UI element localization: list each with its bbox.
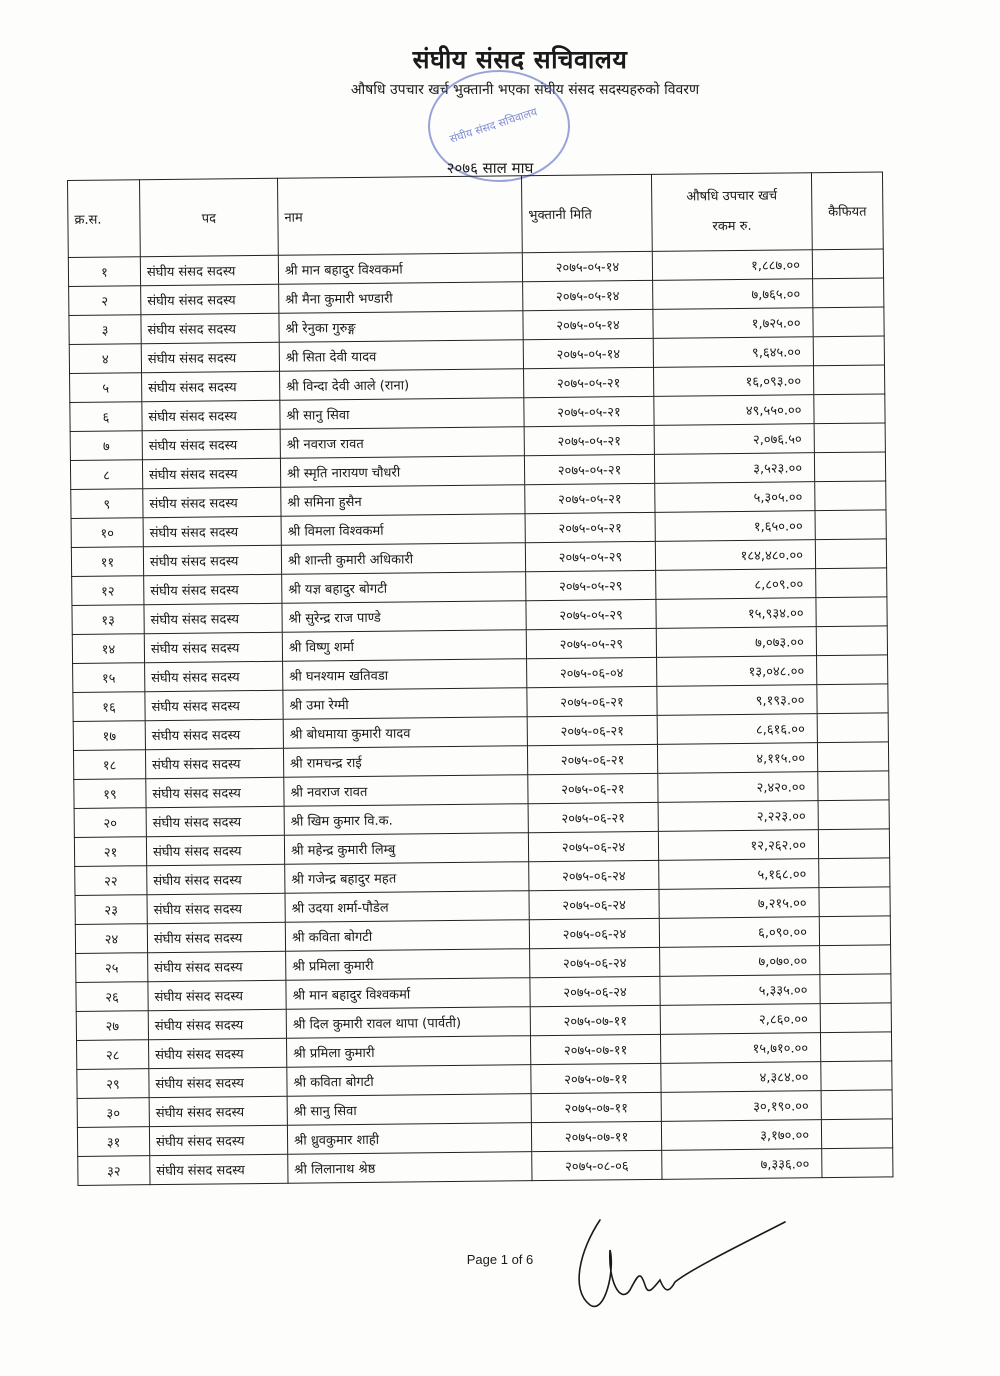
row-amount: ७,०७३.०० [656,627,816,658]
row-post: संघीय संसद सदस्य [144,603,282,633]
row-amount: ७,०७०.०० [660,946,820,977]
row-date: २०७५-०६-२४ [530,976,660,1006]
row-sn: २८ [77,1040,149,1070]
row-remarks [817,684,888,714]
row-sn: २५ [76,953,148,983]
row-name: श्री प्रमिला कुमारी [286,1036,530,1068]
row-name: श्री मान बहादुर विश्वकर्मा [286,978,530,1010]
row-name: श्री गजेन्द्र बहादुर महत [285,862,529,894]
row-post: संघीय संसद सदस्य [141,313,279,343]
row-amount: ४९,५५०.०० [654,395,814,426]
row-sn: १५ [73,663,145,693]
row-remarks [817,655,888,685]
row-date: २०७५-०७-११ [530,1034,660,1064]
row-date: २०७५-०५-२१ [524,367,654,397]
row-remarks [820,1003,891,1033]
row-date: २०७५-०५-१४ [523,338,653,368]
row-date: २०७५-०५-२९ [526,570,656,600]
row-sn: ९ [71,489,143,519]
row-post: संघीय संसद सदस्य [147,864,285,894]
row-amount: २,४२०.०० [658,772,818,803]
row-name: श्री विन्दा देवी आले (राना) [280,369,524,401]
row-post: संघीय संसद सदस्य [148,1009,286,1039]
row-amount: ३०,१९०.०० [661,1091,821,1122]
row-remarks [822,1148,893,1178]
page-subtitle: औषधि उपचार खर्च भुक्तानी भएका संघीय संसद सदस्यहरुको विवरण [350,82,700,98]
row-post: संघीय संसद सदस्य [143,545,281,575]
row-sn: ३२ [78,1156,150,1186]
row-name: श्री लिलानाथ श्रेष्ठ [288,1152,532,1184]
row-amount: ३,५२३.०० [654,453,814,484]
row-sn: ३० [77,1098,149,1128]
row-post: संघीय संसद सदस्य [140,255,278,285]
row-sn: २६ [76,982,148,1012]
header-remarks: कैफियत [811,172,883,250]
row-remarks [813,336,884,366]
row-date: २०७५-०६-२४ [528,831,658,861]
row-name: श्री दिल कुमारी रावल थापा (पार्वती) [286,1007,530,1039]
row-name: श्री रेनुका गुरुङ्ग [279,311,523,343]
row-name: श्री बोधमाया कुमारी यादव [283,717,527,749]
row-post: संघीय संसद सदस्य [144,574,282,604]
row-name: श्री नवराज रावत [284,775,528,807]
header-amount [651,173,812,252]
row-name: श्री ध्रुवकुमार शाही [287,1123,531,1155]
row-post: संघीय संसद सदस्य [150,1154,288,1184]
header-date: भुक्तानी मिति [521,174,652,252]
row-remarks [817,742,888,772]
row-remarks [815,481,886,511]
row-amount: १८४,४८०.०० [655,540,815,571]
row-name: श्री उमा रेग्मी [283,688,527,720]
row-remarks [818,800,889,830]
row-date: २०७५-०५-१४ [523,309,653,339]
row-name: श्री घनश्याम खतिवडा [283,659,527,691]
row-sn: २४ [75,924,147,954]
row-post: संघीय संसद सदस्य [145,748,283,778]
row-amount: ८,८०९.०० [656,569,816,600]
row-amount: ९,१९३.०० [657,685,817,716]
row-remarks [820,974,891,1004]
row-name: श्री समिना हुसैन [281,485,525,517]
row-post: संघीय संसद सदस्य [143,487,281,517]
row-name: श्री सिता देवी यादव [279,340,523,372]
row-post: संघीय संसद सदस्य [144,632,282,662]
row-post: संघीय संसद सदस्य [141,284,279,314]
row-sn: ३ [69,315,141,345]
row-date: २०७५-०७-११ [531,1121,661,1151]
row-post: संघीय संसद सदस्य [142,400,280,430]
row-remarks [821,1061,892,1091]
row-date: २०७५-०५-२९ [525,541,655,571]
row-name: श्री कविता बोगटी [285,920,529,952]
row-date: २०७५-०५-२१ [525,483,655,513]
signature-stroke [579,1220,785,1306]
row-name: श्री स्मृति नारायण चौधरी [280,456,524,488]
row-remarks [815,510,886,540]
row-post: संघीय संसद सदस्य [149,1125,287,1155]
row-date: २०७५-०५-२१ [524,396,654,426]
row-amount: १,८८७.०० [652,250,812,281]
row-remarks [818,771,889,801]
row-sn: ७ [70,431,142,461]
row-name: श्री सानु सिवा [287,1094,531,1126]
header-name: नाम [277,176,522,256]
row-amount: ७,२१५.०० [659,888,819,919]
row-sn: १२ [72,576,144,606]
row-remarks [813,365,884,395]
row-post: संघीय संसद सदस्य [142,458,280,488]
row-remarks [812,249,883,279]
row-sn: २ [69,286,141,316]
row-remarks [819,916,890,946]
row-post: संघीय संसद सदस्य [149,1096,287,1126]
row-date: २०७५-०६-२१ [528,802,658,832]
row-remarks [819,858,890,888]
row-amount: ७,३३६.०० [662,1149,822,1180]
row-amount: १६,०९३.०० [653,366,813,397]
row-amount: ५,१६८.०० [659,859,819,890]
row-amount: १,६५०.०० [655,511,815,542]
row-date: २०७५-०५-२१ [524,425,654,455]
row-sn: १६ [73,692,145,722]
row-amount: २,२२३.०० [658,801,818,832]
row-remarks [814,452,885,482]
row-remarks [821,1090,892,1120]
row-remarks [820,945,891,975]
signature-mark [560,1210,790,1340]
row-name: श्री सुरेन्द्र राज पाण्डे [282,601,526,633]
row-post: संघीय संसद सदस्य [146,806,284,836]
row-name: श्री प्रमिला कुमारी [286,949,530,981]
row-amount: १३,०४८.०० [657,656,817,687]
row-date: २०७५-०८-०६ [532,1150,662,1180]
row-amount: ५,३३५.०० [660,975,820,1006]
row-post: संघीय संसद सदस्य [145,690,283,720]
row-sn: २० [74,808,146,838]
row-amount: ५,३०५.०० [655,482,815,513]
row-sn: ३१ [77,1127,149,1157]
row-sn: ५ [70,373,142,403]
payment-table [67,171,893,1185]
row-amount: १५,७१०.०० [660,1033,820,1064]
row-name: श्री विमला विश्वकर्मा [281,514,525,546]
row-sn: १३ [72,605,144,635]
row-amount: १२,२६२.०० [658,830,818,861]
row-post: संघीय संसद सदस्य [147,922,285,952]
row-remarks [814,394,885,424]
row-sn: १९ [74,779,146,809]
row-remarks [816,597,887,627]
row-sn: १४ [72,634,144,664]
row-name: श्री उदया शर्मा-पौडेल [285,891,529,923]
table-body [68,249,893,1185]
row-date: २०७५-०५-१४ [522,251,652,281]
row-sn: १८ [73,750,145,780]
row-date: २०७५-०५-२१ [525,512,655,542]
row-sn: ८ [70,460,142,490]
row-name: श्री खिम कुमार वि.क. [284,804,528,836]
row-post: संघीय संसद सदस्य [149,1067,287,1097]
row-post: संघीय संसद सदस्य [142,429,280,459]
row-sn: २३ [75,895,147,925]
row-date: २०७५-०६-२४ [529,889,659,919]
row-amount: १,७२५.०० [653,308,813,339]
row-name: श्री मान बहादुर विश्वकर्मा [278,253,522,285]
row-date: २०७५-०५-२१ [524,454,654,484]
row-amount: ८,६१६.०० [657,714,817,745]
header-post: पद [140,178,279,256]
row-name: श्री सानु सिवा [280,398,524,430]
row-date: २०७५-०७-११ [531,1092,661,1122]
row-remarks [818,829,889,859]
row-post: संघीय संसद सदस्य [148,951,286,981]
header-amount-line2: रकम रु. [712,218,752,235]
row-post: संघीय संसद सदस्य [141,342,279,372]
row-post: संघीय संसद सदस्य [145,661,283,691]
row-date: २०७५-०६-०४ [527,657,657,687]
row-name: श्री नवराज रावत [280,427,524,459]
row-date: २०७५-०५-१४ [523,280,653,310]
row-date: २०७५-०५-२९ [526,628,656,658]
header-sn: क्र.स. [68,180,141,258]
row-name: श्री रामचन्द्र राई [283,746,527,778]
row-date: २०७५-०६-२१ [527,744,657,774]
row-amount: ४,११५.०० [657,743,817,774]
row-remarks [819,887,890,917]
row-post: संघीय संसद सदस्य [142,371,280,401]
row-sn: २१ [74,837,146,867]
row-remarks [813,307,884,337]
row-remarks [816,626,887,656]
row-post: संघीय संसद सदस्य [145,719,283,749]
row-post: संघीय संसद सदस्य [149,1038,287,1068]
row-name: श्री मैना कुमारी भण्डारी [279,282,523,314]
row-name: श्री महेन्द्र कुमारी लिम्बु [284,833,528,865]
row-date: २०७५-०७-११ [531,1063,661,1093]
row-amount: ३,१७०.०० [661,1120,821,1151]
row-post: संघीय संसद सदस्य [148,980,286,1010]
header-amount-line1: औषधि उपचार खर्च [686,188,778,205]
row-remarks [813,278,884,308]
row-sn: २२ [75,866,147,896]
table-header-row [68,172,884,258]
row-name: श्री शान्ती कुमारी अधिकारी [281,543,525,575]
report-period: २०७६ साल माघ [446,159,534,177]
row-sn: १० [71,518,143,548]
row-sn: २९ [77,1069,149,1099]
row-date: २०७५-०६-२१ [527,715,657,745]
row-amount: २,०७६.५० [654,424,814,455]
row-sn: १७ [73,721,145,751]
row-remarks [816,568,887,598]
row-amount: १५,९३४.०० [656,598,816,629]
row-date: २०७५-०६-२१ [528,773,658,803]
row-sn: ११ [71,547,143,577]
row-remarks [814,423,885,453]
row-amount: ६,०९०.०० [659,917,819,948]
row-remarks [815,539,886,569]
row-amount: ९,६४५.०० [653,337,813,368]
page-title: संघीय संसद सचिवालय [412,45,628,74]
row-sn: ६ [70,402,142,432]
seal-text: संघीय संसद सचिवालय [448,105,539,146]
row-amount: २,८६०.०० [660,1004,820,1035]
row-post: संघीय संसद सदस्य [146,777,284,807]
row-name: श्री यज्ञ बहादुर बोगटी [282,572,526,604]
row-remarks [821,1119,892,1149]
row-date: २०७५-०६-२४ [529,860,659,890]
row-amount: ४,३८४.०० [661,1062,821,1093]
row-remarks [817,713,888,743]
row-date: २०७५-०६-२१ [527,686,657,716]
row-date: २०७५-०६-२४ [529,918,659,948]
row-remarks [820,1032,891,1062]
row-sn: ४ [69,344,141,374]
row-name: श्री विष्णु शर्मा [282,630,526,662]
row-date: २०७५-०६-२४ [530,947,660,977]
row-date: २०७५-०५-२९ [526,599,656,629]
row-name: श्री कविता बोगटी [287,1065,531,1097]
row-post: संघीय संसद सदस्य [147,893,285,923]
page-number: Page 1 of 6 [466,1252,534,1267]
row-post: संघीय संसद सदस्य [143,516,281,546]
row-sn: २७ [76,1011,148,1041]
row-date: २०७५-०७-११ [530,1005,660,1035]
row-sn: १ [68,257,140,287]
row-post: संघीय संसद सदस्य [146,835,284,865]
row-amount: ७,७६५.०० [653,279,813,310]
